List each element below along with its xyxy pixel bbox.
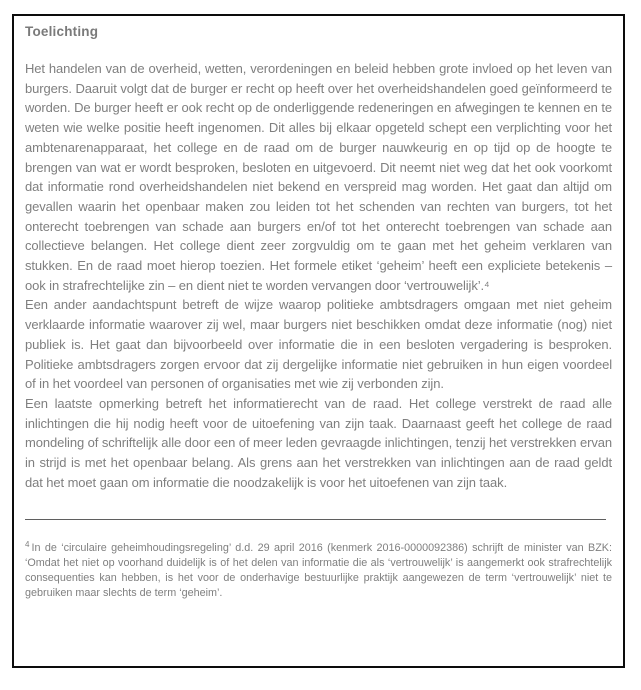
paragraph-information-duty: Het handelen van de overheid, wetten, verordeningen en beleid hebben grote invloed op het leven van burgers. Daaruit volgt dat de burger er recht op heeft over het overheidshandelen goed geïnformeerd te worden. De burger heeft er ook recht op de onderliggende redeneringen en afwegingen te kennen en te weten wie welke positie heeft ingenomen. Dit alles bij elkaar opgeteld schept een verplichting voor het ambtenarenapparaat, het college en de raad om de burger nauwkeurig en op tijd op de hoogte te brengen van wat er wordt besproken, besloten en uitgevoerd. Dit neemt niet weg dat het ook voorkomt dat informatie rond overheidshandelen niet bekend en verspreid mag worden. Het gaat dan altijd om gevallen waarin het openbaar maken zou leiden tot het schenden van rechten van burgers, tot het onterecht toebrengen van schade aan burgers en/of tot het onterecht toebrengen van schade aan collectieve belangen. Het college dient zeer zorgvuldig om te gaan met het geheim verklaren van stukken. En de raad moet hierop toezien. Het formele etiket ‘geheim’ heeft een expliciete betekenis – ook in strafrechtelijke zin – en dient niet te worden vervangen door ‘vertrouwelijk’.⁴ <box>25 61 612 293</box>
footnote-divider <box>25 519 606 520</box>
toelichting-section-box <box>12 14 625 668</box>
footnote-marker: 4 <box>25 539 30 549</box>
footnote-text: In de ‘circulaire geheimhoudingsregeling’ d.d. 29 april 2016 (kenmerk 2016-0000092386) schrijft de minister van BZK: ‘Omdat het niet op voorhand duidelijk is of het delen van informatie die als ‘vertrouwelijk’ is aangemerkt ook strafrechtelijk consequenties kan hebben, is het voor de onderhavige bestuurlijke praktijk aangewezen de term ‘vertrouwelijk’ niet te gebruiken maar slechts de term ‘geheim’. <box>25 542 612 600</box>
paragraph-information-right-council: Een laatste opmerking betreft het informatierecht van de raad. Het college verstrekt de raad alle inlichtingen die hij nodig heeft voor de uitoefening van zijn taak. Daarnaast geeft het college de raad mondeling of schriftelijk alle door een of meer leden gevraagde inlichtingen, tenzij het verstrekken ervan in strijd is met het openbaar belang. Als grens aan het verstrekken van inlichtingen aan de raad geldt dat het moet gaan om informatie die noodzakelijk is voor het uitoefenen van zijn taak. <box>25 395 612 490</box>
section-title: Toelichting <box>25 24 99 39</box>
paragraph-non-secret-information: Een ander aandachtspunt betreft de wijze waarop politieke ambtsdragers omgaan met niet geheim verklaarde informatie waarover zij wel, maar burgers niet beschikken omdat deze informatie (nog) niet publiek is. Het gaat dan bijvoorbeeld over informatie die in een besloten vergadering is besproken. Politieke ambtsdragers zorgen ervoor dat zij dergelijke informatie niet gebruiken in hun eigen voordeel of in het voordeel van personen of organisaties met wie zij verbonden zijn. <box>25 297 612 392</box>
footnote <box>25 541 612 601</box>
